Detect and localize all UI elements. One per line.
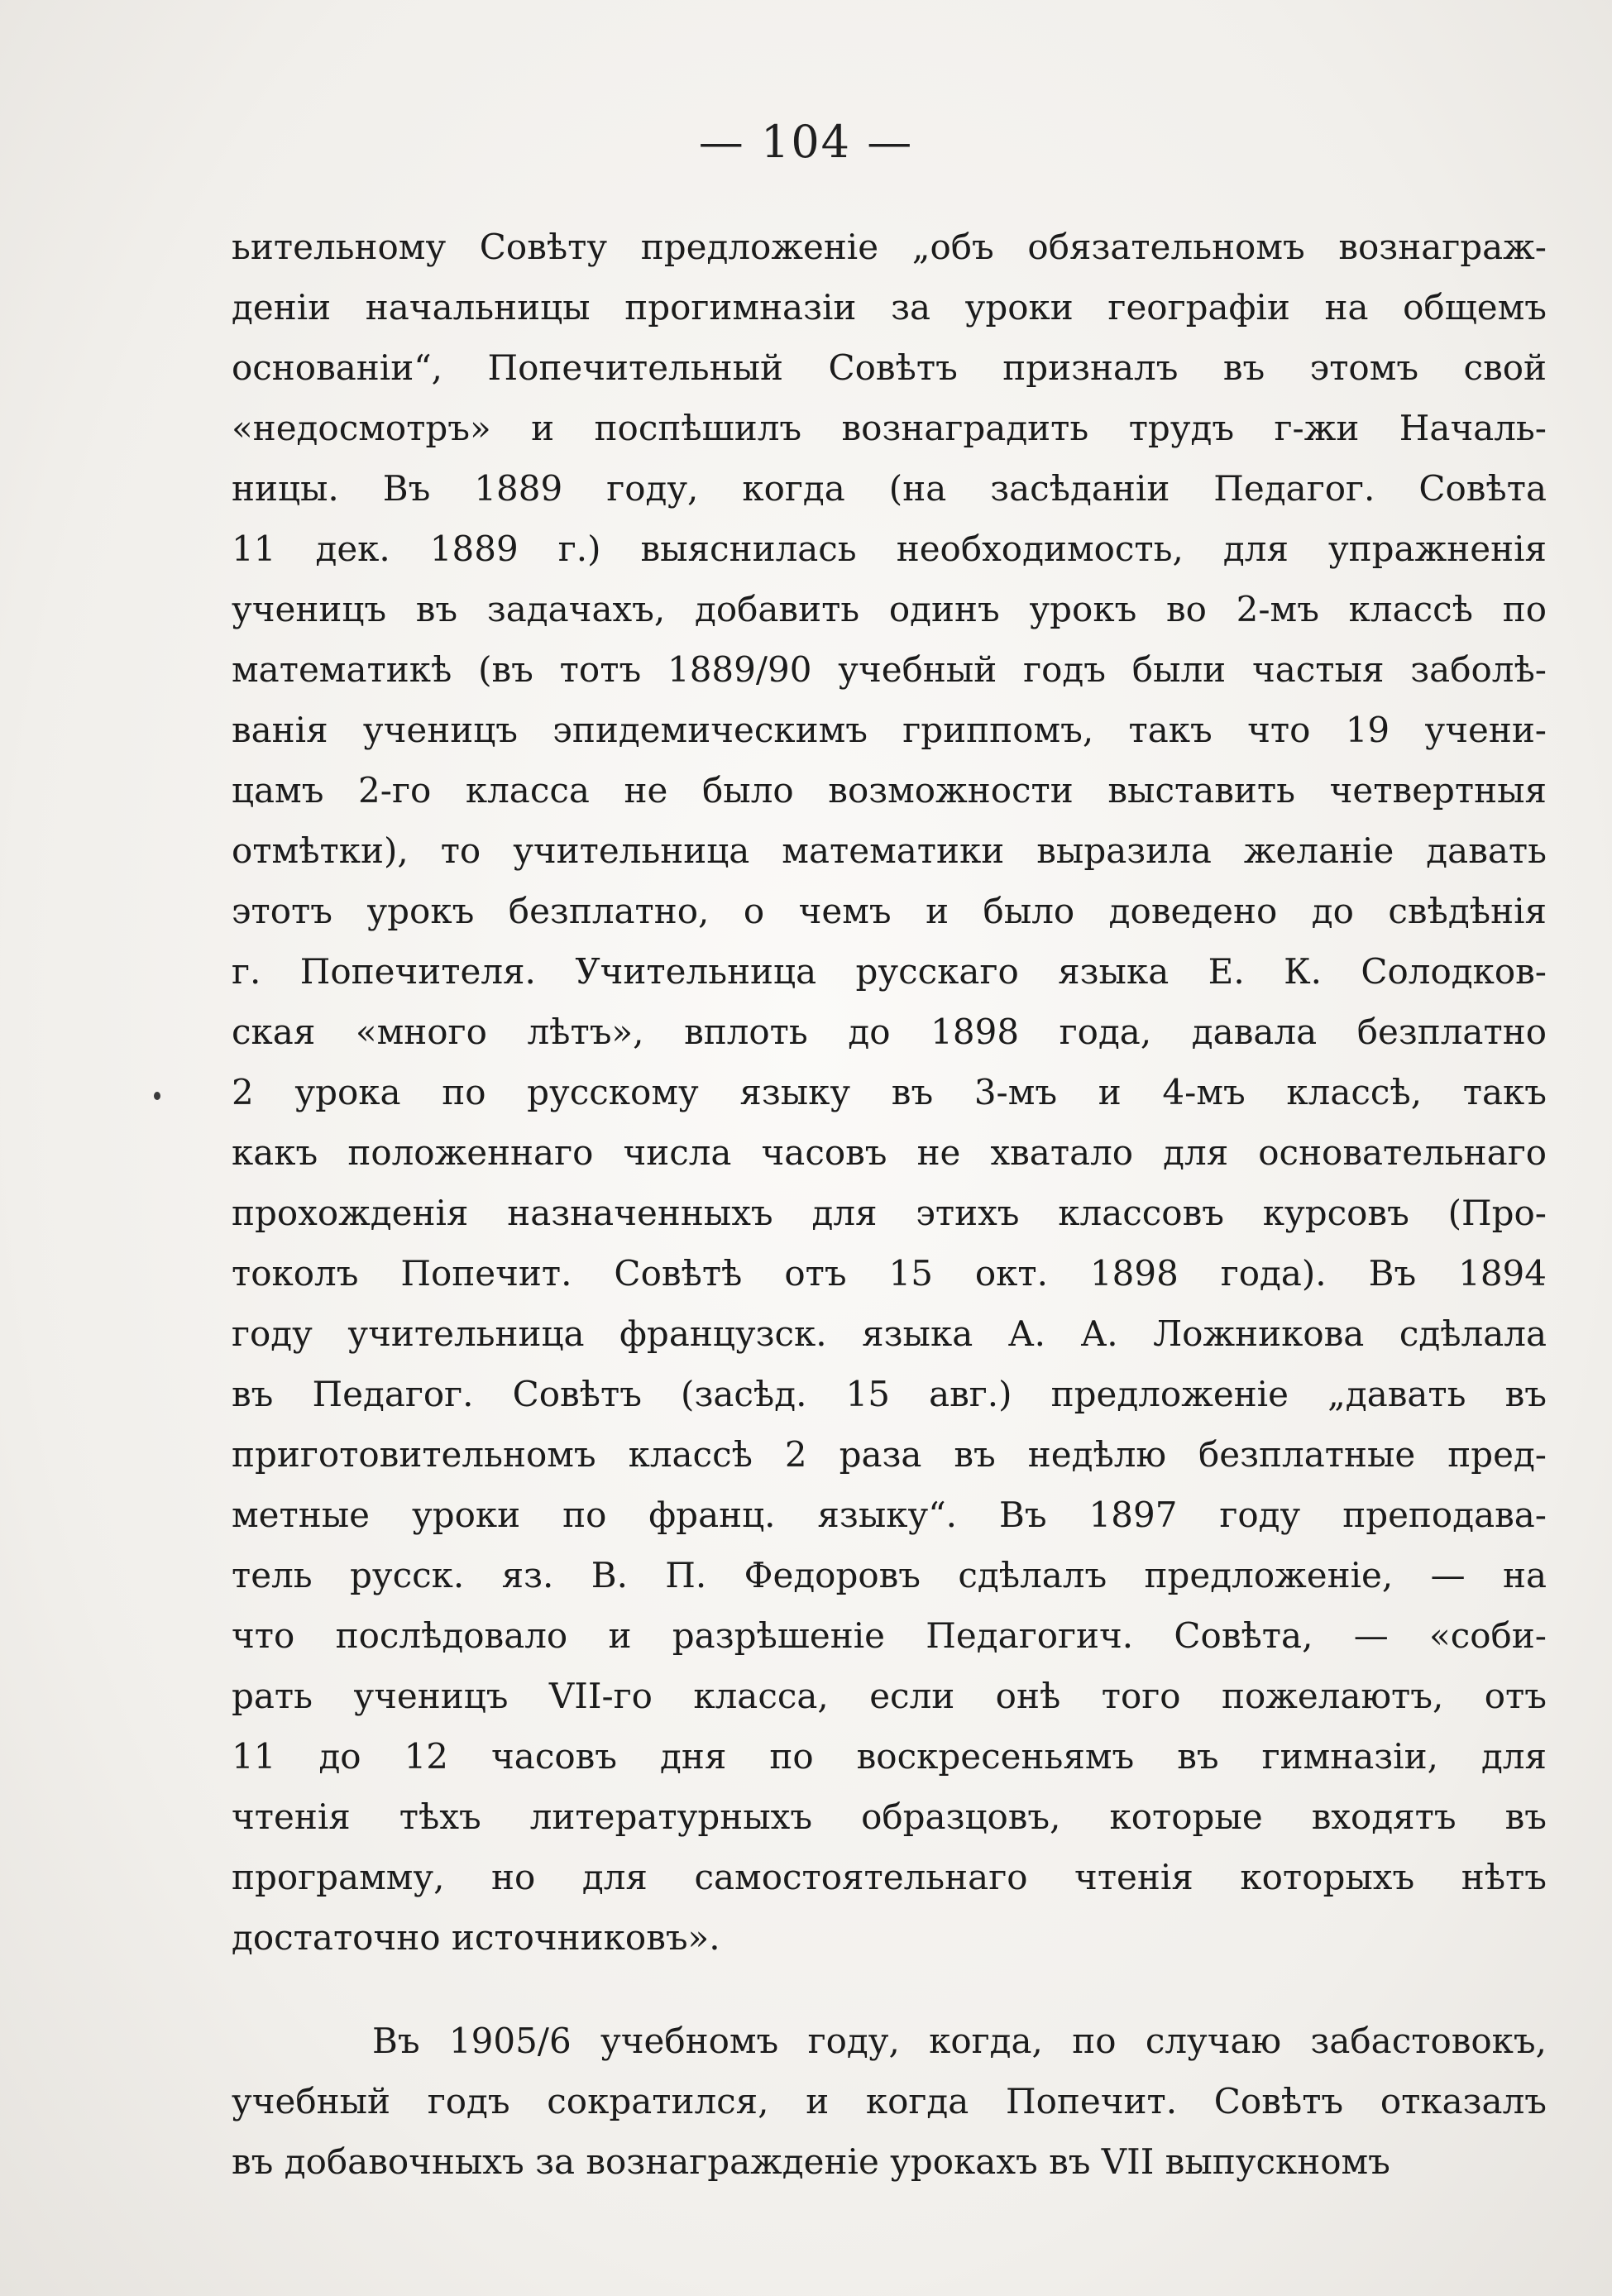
text-line: прохожденія назначенныхъ для этихъ классовъ курсовъ (Про-	[232, 1193, 1547, 1233]
text-line: «недосмотръ» и поспѣшилъ вознаградить трудъ г-жи Началь-	[232, 408, 1547, 448]
text-line: ницы. Въ 1889 году, когда (на засѣданіи Педагог. Совѣта	[232, 468, 1547, 509]
text-line: что послѣдовало и разрѣшеніе Педагогич. Совѣта, — «соби-	[232, 1615, 1547, 1656]
text-line: въ Педагог. Совѣтъ (засѣд. 15 авг.) предложеніе „давать въ	[232, 1374, 1547, 1414]
text-line: отмѣтки), то учительница математики выразила желаніе давать	[232, 830, 1547, 871]
paragraph-2	[232, 2011, 1547, 2192]
text-line: году учительница французск. языка А. А. Ложникова сдѣлала	[232, 1313, 1547, 1354]
text-line: 11 до 12 часовъ дня по воскресеньямъ въ гимназіи, для	[232, 1736, 1547, 1777]
text-line: ская «много лѣтъ», вплоть до 1898 года, давала безплатно	[232, 1012, 1547, 1052]
text-line: ученицъ въ задачахъ, добавить одинъ урокъ во 2-мъ классѣ по	[232, 589, 1547, 629]
text-line: программу, но для самостоятельнаго чтенія которыхъ нѣтъ	[232, 1857, 1547, 1897]
text-line: 2 урока по русскому языку въ 3-мъ и 4-мъ классѣ, такъ	[232, 1072, 1547, 1112]
paragraph-1	[232, 217, 1547, 1968]
ink-speck	[154, 1092, 160, 1100]
text-line: чтенія тѣхъ литературныхъ образцовъ, которые входятъ въ	[232, 1796, 1547, 1837]
text-line: 11 дек. 1889 г.) выяснилась необходимость, для упражненія	[232, 529, 1547, 569]
text-line: цамъ 2-го класса не было возможности выставить четвертныя	[232, 770, 1547, 811]
text-line: учебный годъ сократился, и когда Попечит. Совѣтъ отказалъ	[232, 2081, 1547, 2121]
text-line: метные уроки по франц. языку“. Въ 1897 году преподава-	[232, 1495, 1547, 1535]
text-line: деніи начальницы прогимназіи за уроки географіи на общемъ	[232, 287, 1547, 328]
text-line: приготовительномъ классѣ 2 раза въ недѣлю безплатные пред-	[232, 1434, 1547, 1475]
text-line: какъ положеннаго числа часовъ не хватало для основательнаго	[232, 1132, 1547, 1173]
text-line: ванія ученицъ эпидемическимъ гриппомъ, такъ что 19 учени-	[232, 710, 1547, 750]
text-line: въ добавочныхъ за вознагражденіе урокахъ въ VII выпускномъ	[232, 2141, 1390, 2182]
text-line: математикѣ (въ тотъ 1889/90 учебный годъ были частыя заболѣ-	[232, 649, 1547, 690]
page-number: — 104 —	[698, 116, 914, 168]
text-line: Въ 1905/6 учебномъ году, когда, по случаю забастовокъ,	[372, 2021, 1547, 2061]
text-line: ьительному Совѣту предложеніе „объ обязательномъ вознаграж-	[232, 227, 1547, 267]
text-line: достаточно источниковъ».	[232, 1917, 720, 1958]
text-line: г. Попечителя. Учительница русскаго языка Е. К. Солодков-	[232, 951, 1547, 992]
text-line: тель русск. яз. В. П. Федоровъ сдѣлалъ предложеніе, — на	[232, 1555, 1547, 1595]
text-line: основаніи“, Попечительный Совѣтъ призналъ въ этомъ свой	[232, 347, 1547, 388]
body-text	[232, 217, 1547, 2192]
text-line: токолъ Попечит. Совѣтѣ отъ 15 окт. 1898 года). Въ 1894	[232, 1253, 1547, 1294]
text-line: этотъ урокъ безплатно, о чемъ и было доведено до свѣдѣнія	[232, 891, 1547, 931]
text-line: рать ученицъ VII-го класса, если онѣ того пожелаютъ, отъ	[232, 1676, 1547, 1716]
